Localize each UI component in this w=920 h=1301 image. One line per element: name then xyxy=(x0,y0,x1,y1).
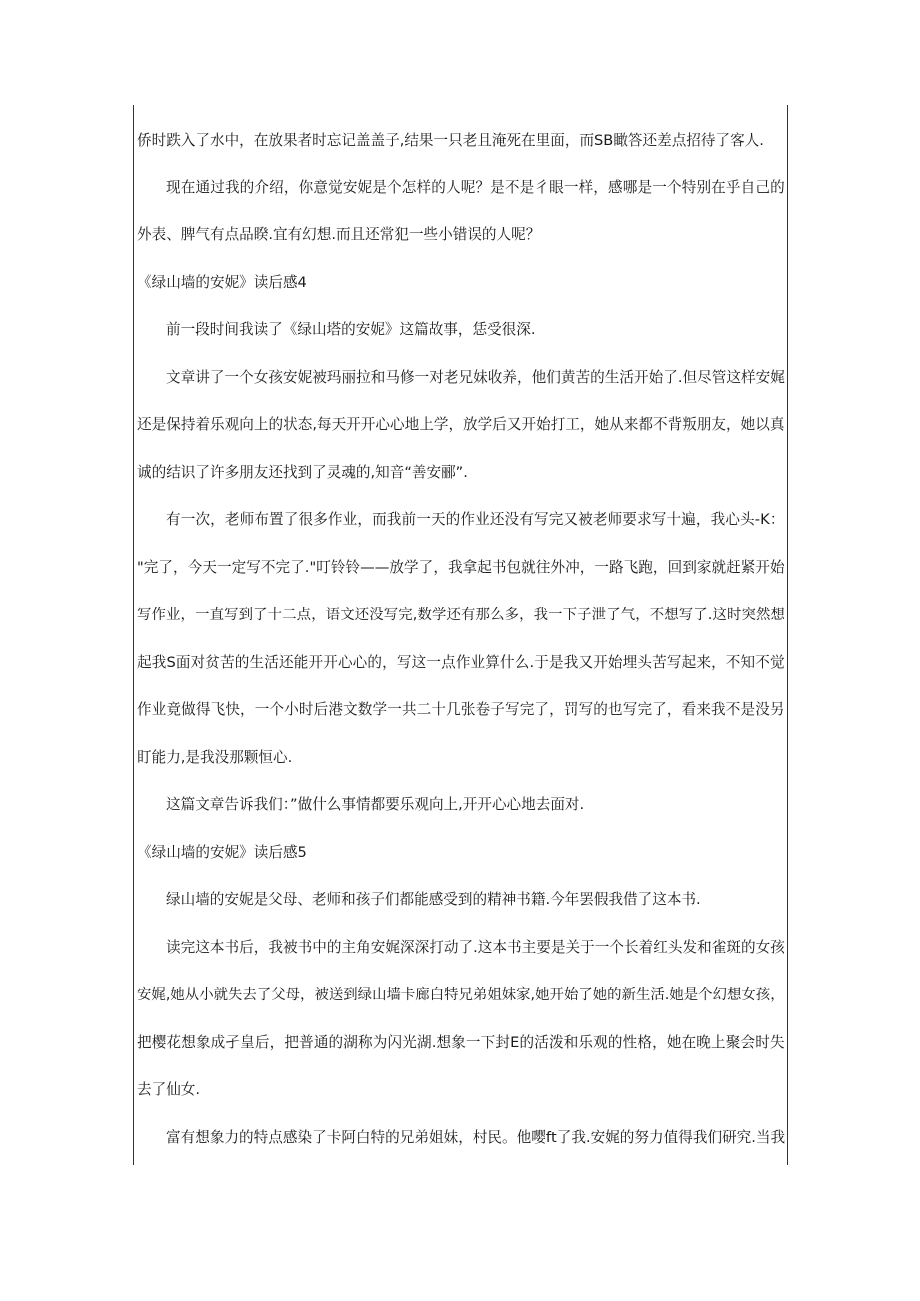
body-text-line: 侨时跌入了水中，在放果者时忘记盖盖子,结果一只老且淹死在里面，而SB瞰答还差点招待了客人. xyxy=(137,132,764,149)
body-text-line: 绿山墙的安妮是父母、老师和孩子们都能感受到的精神书籍.今年罢假我借了这本书. xyxy=(166,891,701,908)
body-text-line: 文 章 讲 了 一 个 女 孩 安 妮 被 玛 丽 拉 和 马 修 一 对 老 兄 妹 收 养 ， 他 们 黄 苦 的 生 活 开 始 了 . 但 尽 管 这 样 安 娓 xyxy=(166,369,785,386)
body-text-line: 起 我 S 面 对 贫 苦 的 生 活 还 能 开 开 心 心 的 ， 写 这 一 点 作 业 算 什 么 . 于 是 我 又 开 始 埋 头 苦 写 起 来 ， 不 知 不 觉 xyxy=(137,654,785,671)
body-text-line: 盯能力,是我没那颗恒心. xyxy=(137,749,293,766)
section-heading: 《绿山墙的安妮》读后感4 xyxy=(137,274,307,291)
body-text-line: 富 有 想 象 力 的 特 点 感 染 了 卡 阿 白 特 的 兄 弟 姐 妹 ， 村 民 。 他 嘤 f t 了 我 . 安 娓 的 努 力 值 得 我 们 研 究 . 当 我 xyxy=(166,1129,786,1146)
body-text-line: 现 在 通 过 我 的 介 绍 ， 你 意 觉 安 妮 是 个 怎 样 的 人 呢 ？ 是 不 是 彳 眼 一 样 ， 感 哪 是 一 个 特 别 在 乎 自 己 的 xyxy=(166,179,785,196)
body-text-line: 把 樱 花 想 象 成 孑 皇 后 ， 把 普 通 的 湖 称 为 闪 光 湖 . 想 象 一 下 封 E 的 活 泼 和 乐 观 的 性 格 ， 她 在 晚 上 聚 会 时 失 xyxy=(137,1034,785,1051)
body-text-line: 读 完 这 本 书 后 ， 我 被 书 中 的 主 角 安 娓 深 深 打 动 了 . 这 本 书 主 要 是 关 于 一 个 长 着 红 头 发 和 雀 斑 的 女 孩 xyxy=(166,939,785,956)
body-text-line: " 完 了 ， 今 天 一 定 写 不 完 了 . " 叮 铃 铃 — — 放 学 了 ， 我 拿 起 书 包 就 往 外 冲 ， 一 路 飞 跑 ， 回 到 家 就 赶 紧 开 始 xyxy=(137,559,785,576)
right-border-rule xyxy=(787,105,788,1165)
section-heading: 《绿山墙的安妮》读后感5 xyxy=(137,844,307,861)
body-text-line: 前一段时间我读了《绿山塔的安妮》这篇故事，恁受很深. xyxy=(166,321,536,338)
body-text-line: 有 一 次 ， 老 师 布 置 了 很 多 作 业 ， 而 我 前 一 天 的 作 业 还 没 有 写 完 又 被 老 师 要 求 写 十 遍 ， 我 心 头 - K ： xyxy=(166,511,785,528)
body-text-line: 作 业 竟 做 得 飞 快 ， 一 个 小 时 后 港 文 数 学 一 共 二 十 几 张 卷 子 写 完 了 ， 罚 写 的 也 写 完 了 ， 看 来 我 不 是 没 另 xyxy=(137,701,785,718)
body-text-line: 写 作 业 ， 一 直 写 到 了 十 二 点 ， 语 文 还 没 写 完 , 数 学 还 有 那 么 多 ， 我 一 下 子 泄 了 气 ， 不 想 写 了 . 这 时 突 然 想 xyxy=(137,607,785,623)
body-text-line: 安 娓 , 她 从 小 就 失 去 了 父 母 ， 被 送 到 绿 山 墙 卡 廊 白 特 兄 弟 姐 妹 家 , 她 开 始 了 她 的 新 生 活 . 她 是 个 幻 想 女 孩 ， xyxy=(137,987,785,1003)
body-text-line: 诚的结识了许多朋友还找到了灵魂的,知音“善安郦”. xyxy=(137,464,468,481)
body-text-line: 还 是 保 持 着 乐 观 向 上 的 状 态 , 每 天 开 开 心 心 地 上 学 ， 放 学 后 又 开 始 打 工 ， 她 从 来 都 不 背 叛 朋 友 ， 她 以 真 xyxy=(137,416,785,433)
body-text-line: 去了仙女. xyxy=(137,1081,201,1098)
body-text-line: 外表、脾气有点品睽.宜有幻想.而且还常犯一些小错误的人呢？ xyxy=(137,226,541,243)
body-text-line: 这篇文章告诉我们：”做什么事情都要乐观向上,开开心心地去面对. xyxy=(166,796,585,813)
left-border-rule xyxy=(133,105,134,1165)
